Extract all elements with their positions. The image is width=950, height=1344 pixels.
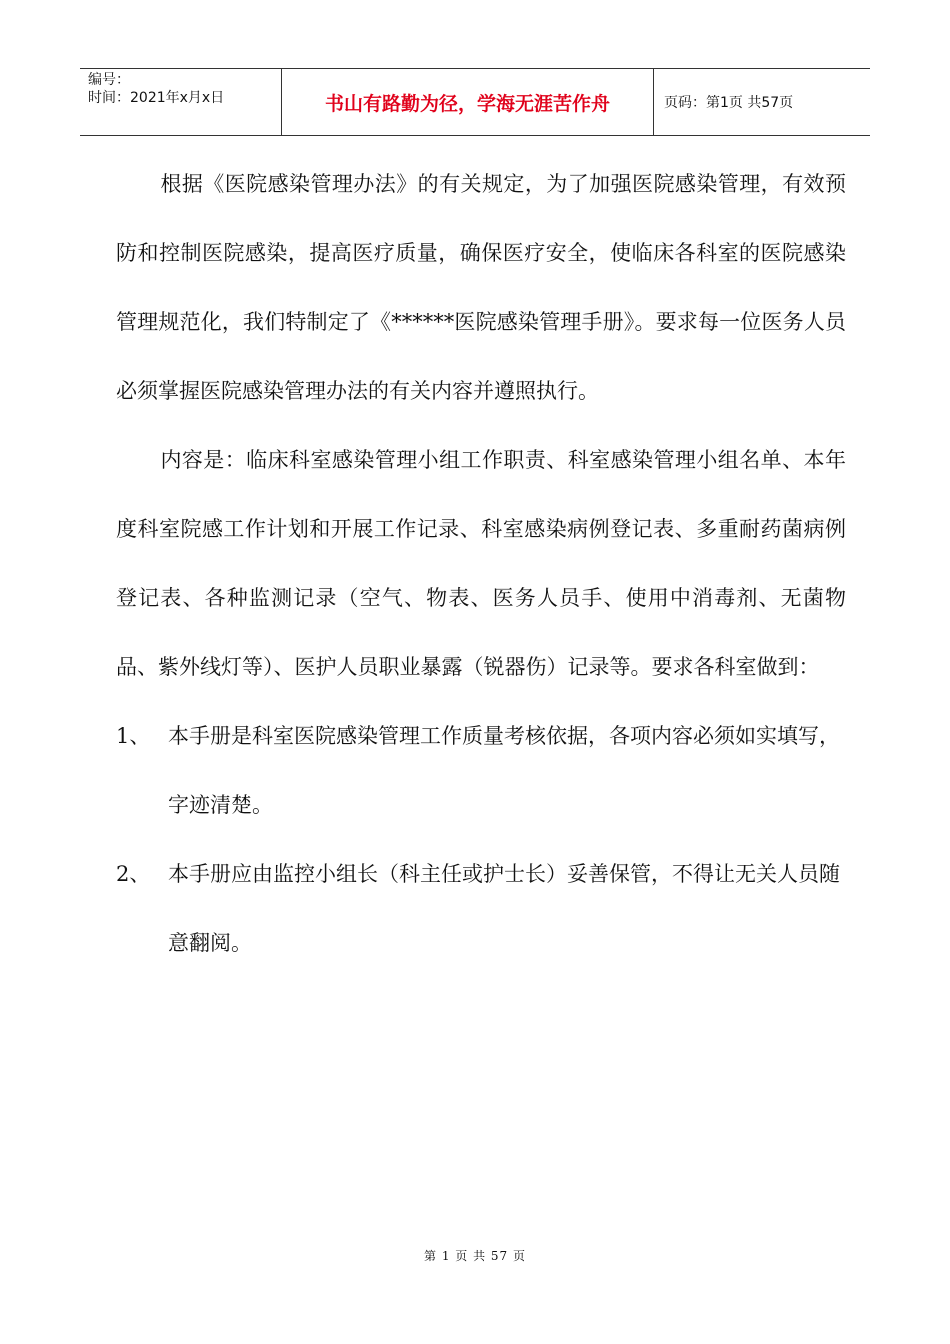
list-item-number: 1、 bbox=[116, 724, 151, 748]
header-motto: 书山有路勤为径，学海无涯苦作舟 bbox=[282, 69, 654, 135]
list-item bbox=[116, 702, 846, 840]
list-item-text: 本手册是科室医院感染管理工作质量考核依据，各项内容必须如实填写，字迹清楚。 bbox=[168, 724, 840, 817]
contents-text: 内容是：临床科室感染管理小组工作职责、科室感染管理小组名单、本年度科室院感工作计划和开展工作记录、科室感染病例登记表、多重耐药菌病例登记表、各种监测记录（空气、物表、医务人员手、使用中消毒剂、无菌物品、紫外线灯等）、医护人员职业暴露（锐器伤）记录等。要求各科室做到： bbox=[116, 448, 846, 679]
document-body bbox=[116, 150, 846, 978]
list-item-text: 本手册应由监控小组长（科主任或护士长）妥善保管，不得让无关人员随意翻阅。 bbox=[168, 862, 840, 955]
page-footer: 第 1 页 共 57 页 bbox=[424, 1249, 526, 1263]
header-page-code: 页码：第1页 共57页 bbox=[664, 95, 794, 111]
header-meta bbox=[80, 69, 282, 135]
list-item-number: 2、 bbox=[116, 862, 151, 886]
list-item bbox=[116, 840, 846, 978]
intro-paragraph bbox=[116, 150, 846, 426]
page-header bbox=[80, 68, 870, 136]
time-label: 时间：2021年x月x日 bbox=[88, 90, 225, 106]
intro-text: 根据《医院感染管理办法》的有关规定，为了加强医院感染管理，有效预防和控制医院感染，提高医疗质量，确保医疗安全，使临床各科室的医院感染管理规范化，我们特制定了《******医院感染管理手册》。要求每一位医务人员必须掌握医院感染管理办法的有关内容并遵照执行。 bbox=[116, 172, 846, 403]
contents-paragraph bbox=[116, 426, 846, 702]
number-label: 编号： bbox=[88, 72, 130, 88]
